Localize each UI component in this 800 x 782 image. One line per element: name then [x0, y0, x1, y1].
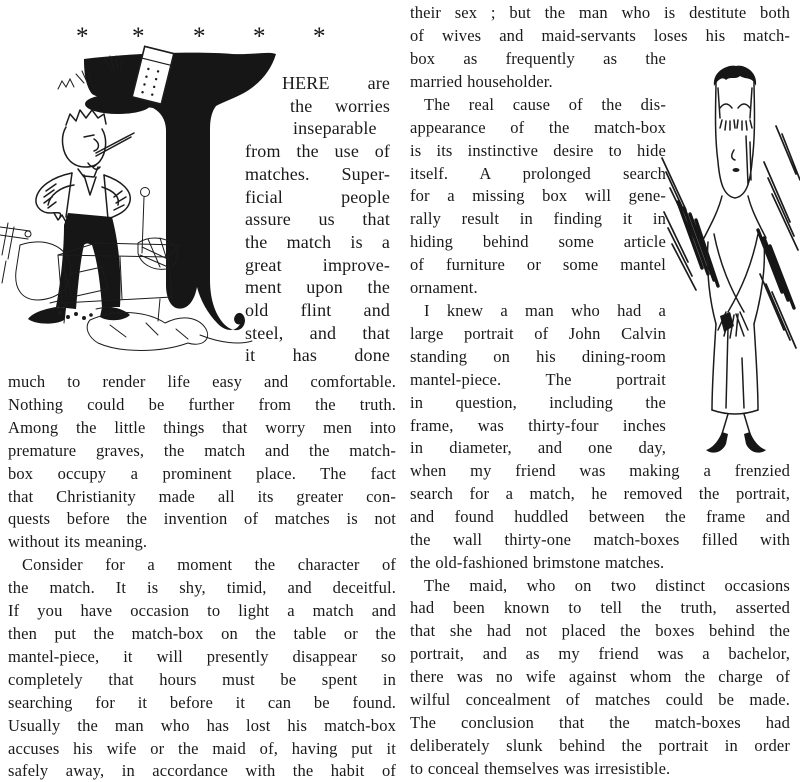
text-line: the match is a — [245, 231, 390, 252]
text-line: The conclusion that the match-boxes had — [410, 712, 790, 732]
text-line: ment upon the — [245, 277, 390, 298]
text-line: Among the little things that worry men into — [8, 417, 396, 437]
right-column-bottom-text — [410, 460, 790, 781]
text-line: Nothing could be further from the truth. — [8, 394, 396, 414]
text-line: the old-fashioned brimstone matches. — [410, 552, 665, 572]
text-line: accuses his wife or the maid of, having put it — [8, 738, 396, 758]
text-line: their sex ; but the man who is destitute both — [410, 3, 790, 22]
text-line: the worries — [290, 95, 390, 116]
text-line: for a missing box will gene- — [410, 186, 666, 206]
text-line: box as frequently as the — [410, 49, 666, 68]
heavy-hatching — [678, 202, 794, 308]
text-line: to conceal themselves was irresistible. — [410, 758, 671, 778]
text-line: safely away, in accordance with the habit of — [8, 761, 396, 781]
text-line: matches. Super- — [245, 163, 390, 184]
text-line: is its instinctive desire to hide — [410, 140, 666, 160]
woman-hair — [714, 66, 756, 86]
angry-man-figure — [36, 110, 134, 222]
tall-woman-drawing — [660, 62, 800, 462]
text-line: ficial people — [245, 186, 390, 207]
text-line: portrait, and as my friend was a bachelor, — [410, 644, 790, 664]
text-line: mantel-piece. The portrait — [410, 369, 666, 389]
text-line: Usually the man who has lost his match-box — [8, 715, 396, 735]
text-line: Consider for a moment the character of — [22, 555, 396, 575]
text-line: completely that hours must be spent in — [8, 669, 396, 689]
text-line: The maid, who on two distinct occasions — [424, 575, 790, 595]
text-line: it has done — [245, 345, 390, 366]
text-line: from the use of — [245, 141, 390, 162]
woman-left-shoe — [706, 432, 728, 453]
text-line: hiding behind some article — [410, 232, 666, 252]
hatching-lines — [662, 126, 800, 348]
text-line: frame, was thirty-four inches — [410, 415, 666, 435]
text-line: searching for it before it can be found. — [8, 692, 396, 712]
text-line: had been known to tell the truth, asserted — [410, 598, 790, 618]
right-column-narrow-text — [410, 48, 666, 460]
text-line: married householder. — [410, 71, 553, 91]
text-line: in diameter, and one day, — [410, 438, 666, 458]
asterisk-ornament: * — [313, 23, 326, 50]
text-line: appearance of the match-box — [410, 117, 666, 137]
text-line: ornament. — [410, 278, 478, 298]
text-line: in question, including the — [410, 392, 666, 412]
text-line: then put the match-box on the table or the — [8, 623, 396, 643]
overturned-furniture — [0, 188, 252, 351]
text-line: there was no wife against whom the charge of — [410, 667, 790, 687]
right-column-top-text — [410, 2, 790, 48]
text-line: great improve- — [245, 254, 390, 275]
text-line: deliberately slunk behind the portrait in order — [410, 735, 790, 755]
text-line: HERE are — [282, 73, 390, 93]
text-line: wilful concealment of matches could be made. — [410, 690, 790, 710]
text-line: the wall thirty-one match-boxes filled with — [410, 529, 790, 549]
asterisk-ornament: * — [253, 23, 266, 50]
left-column-body-text — [8, 371, 396, 782]
text-line: of wives and maid-servants loses his match- — [410, 25, 790, 45]
text-line: old flint and — [245, 300, 390, 321]
text-line: standing on his dining-room — [410, 346, 666, 366]
text-line: when my friend was making a frenzied — [410, 461, 790, 480]
left-column-cap-text — [245, 72, 390, 367]
text-line: I knew a man who had a — [424, 300, 666, 320]
asterisk-ornament: * — [132, 23, 145, 50]
text-line: itself. A prolonged search — [410, 163, 666, 183]
woman-right-shoe — [744, 432, 766, 453]
text-line: much to render life easy and comfortable. — [8, 372, 396, 391]
text-line: box occupy a prominent place. The fact — [8, 463, 396, 483]
text-line: rally result in finding it in — [410, 209, 666, 229]
text-line: premature graves, the match and the match- — [8, 440, 396, 460]
text-line: assure us that — [245, 209, 390, 230]
text-line: If you have occasion to light a match and — [8, 601, 396, 621]
text-line: steel, and that — [245, 322, 390, 343]
asterisk-ornament: * — [76, 23, 89, 50]
woman-head — [716, 82, 755, 198]
woman-body — [704, 196, 766, 434]
text-line: quests before the invention of matches is not — [8, 509, 396, 529]
woman-illustration — [660, 62, 800, 462]
text-line: that she had not placed the boxes behind the — [410, 621, 790, 641]
text-line: mantel-piece, it will presently disappear so — [8, 646, 396, 666]
text-line: The real cause of the dis- — [424, 94, 666, 114]
text-line: inseparable — [293, 118, 377, 139]
text-line: of furniture or some mantel — [410, 255, 666, 275]
text-line: without its meaning. — [8, 532, 148, 552]
text-line: that Christianity made all its greater con- — [8, 486, 396, 506]
text-line: the match. It is shy, timid, and deceitful. — [8, 578, 396, 598]
text-line: large portrait of John Calvin — [410, 323, 666, 343]
asterisk-ornament: * — [193, 23, 206, 50]
text-line: search for a match, he removed the portrait, — [410, 483, 790, 503]
text-line: and found huddled between the frame and — [410, 506, 790, 526]
